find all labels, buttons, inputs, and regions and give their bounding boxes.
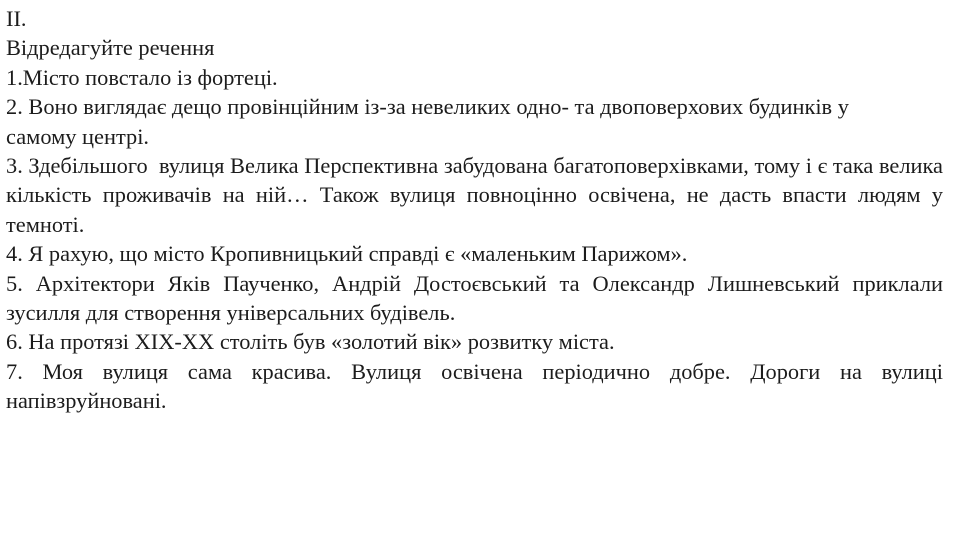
sentence-1: 1.Місто повстало із фортеці. — [6, 64, 278, 90]
task-instruction: Відредагуйте речення — [6, 35, 215, 61]
sentence-2: 2. Воно виглядає дещо провінційним із-за невеликих одно- та двоповерхових будинків у самому центрі. — [6, 94, 849, 149]
document-page — [6, 4, 949, 416]
sentence-4: 4. Я рахую, що місто Кропивницький справді є «маленьким Парижом». — [6, 241, 688, 267]
sentence-3: 3. Здебільшого вулиця Велика Перспективна забудована багатоповерхівками, тому і є така велика кількість проживачів на ній… Також вулиця повноцінно освічена, не дасть впасти людям у темноті. — [6, 153, 949, 237]
sentence-6: 6. На протязі XIX-XX століть був «золотий вік» розвитку міста. — [6, 329, 615, 355]
sentence-5: 5. Архітектори Яків Паученко, Андрій Достоєвський та Олександр Лишневський приклали зусилля для створення універсальних будівель. — [6, 270, 943, 326]
sentence-7: 7. Моя вулиця сама красива. Вулиця освічена періодично добре. Дороги на вулиці напівзруйновані. — [6, 358, 943, 414]
section-number: II. — [6, 6, 27, 31]
